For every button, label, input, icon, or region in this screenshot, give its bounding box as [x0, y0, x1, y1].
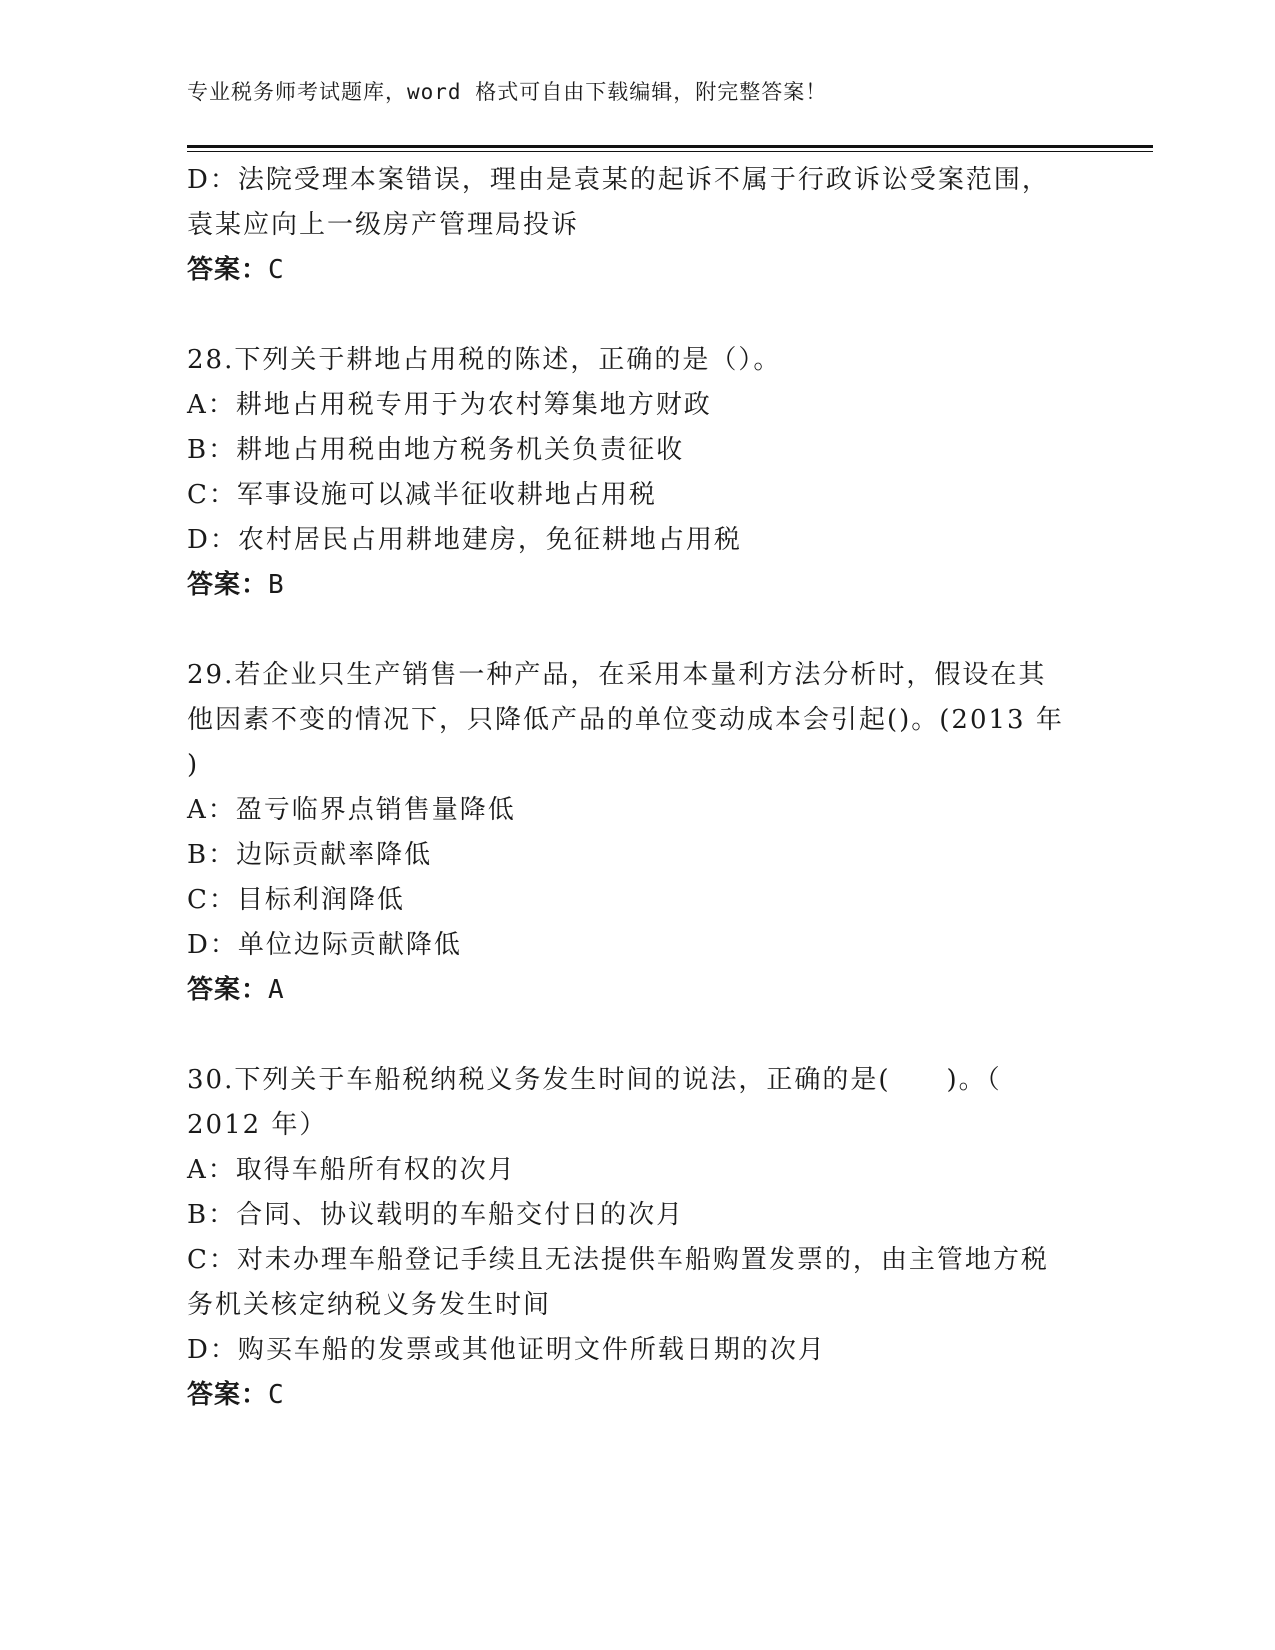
option-line: 袁某应向上一级房产管理局投诉: [187, 210, 580, 240]
option-line: C：目标利润降低: [187, 885, 405, 915]
answer-value: C: [268, 255, 285, 285]
option-line: D：单位边际贡献降低: [187, 930, 462, 960]
answer-label: 答案：: [187, 570, 269, 600]
option-line: A：取得车船所有权的次月: [187, 1155, 516, 1185]
question-block: [187, 653, 1087, 1013]
option-line: D：购买车船的发票或其他证明文件所载日期的次月: [187, 1335, 826, 1365]
option-line: C：对未办理车船登记手续且无法提供车船购置发票的，由主管地方税: [187, 1245, 1049, 1275]
option-line: B：边际贡献率降低: [187, 840, 433, 870]
header-divider-thin: [187, 151, 1153, 152]
question-stem: 28.下列关于耕地占用税的陈述，正确的是（）。: [187, 345, 782, 375]
answer-line: [187, 563, 1087, 608]
question-content: [187, 158, 1087, 1418]
question-stem: 30.下列关于车船税纳税义务发生时间的说法，正确的是( )。（: [187, 1065, 1002, 1095]
answer-value: C: [268, 1380, 285, 1410]
answer-label: 答案：: [187, 1380, 269, 1410]
answer-line: [187, 1373, 1087, 1418]
answer-line: [187, 248, 1087, 293]
option-line: 务机关核定纳税义务发生时间: [187, 1290, 552, 1320]
answer-value: B: [268, 570, 285, 600]
option-line: C：军事设施可以减半征收耕地占用税: [187, 480, 657, 510]
question-block: [187, 1058, 1087, 1418]
option-line: A：盈亏临界点销售量降低: [187, 795, 516, 825]
block-spacer: [187, 1013, 1087, 1058]
question-stem: 2012 年）: [187, 1110, 328, 1140]
header-divider-thick: [187, 145, 1153, 148]
option-line: B：耕地占用税由地方税务机关负责征收: [187, 435, 685, 465]
block-spacer: [187, 293, 1087, 338]
block-spacer: [187, 608, 1087, 653]
answer-value: A: [268, 975, 285, 1005]
option-line: D：农村居民占用耕地建房，免征耕地占用税: [187, 525, 742, 555]
answer-label: 答案：: [187, 255, 269, 285]
option-line: B：合同、协议载明的车船交付日的次月: [187, 1200, 685, 1230]
question-block: [187, 158, 1087, 293]
answer-label: 答案：: [187, 975, 269, 1005]
question-block: [187, 338, 1087, 608]
option-line: A：耕地占用税专用于为农村筹集地方财政: [187, 390, 712, 420]
question-stem: 他因素不变的情况下，只降低产品的单位变动成本会引起()。(2013 年: [187, 705, 1064, 735]
answer-line: [187, 968, 1087, 1013]
question-stem: 29.若企业只生产销售一种产品，在采用本量利方法分析时，假设在其: [187, 660, 1047, 690]
page-header: 专业税务师考试题库，word 格式可自由下载编辑，附完整答案！: [187, 80, 828, 104]
option-line: D：法院受理本案错误，理由是袁某的起诉不属于行政诉讼受案范围，: [187, 165, 1050, 195]
question-stem: ): [187, 750, 200, 780]
